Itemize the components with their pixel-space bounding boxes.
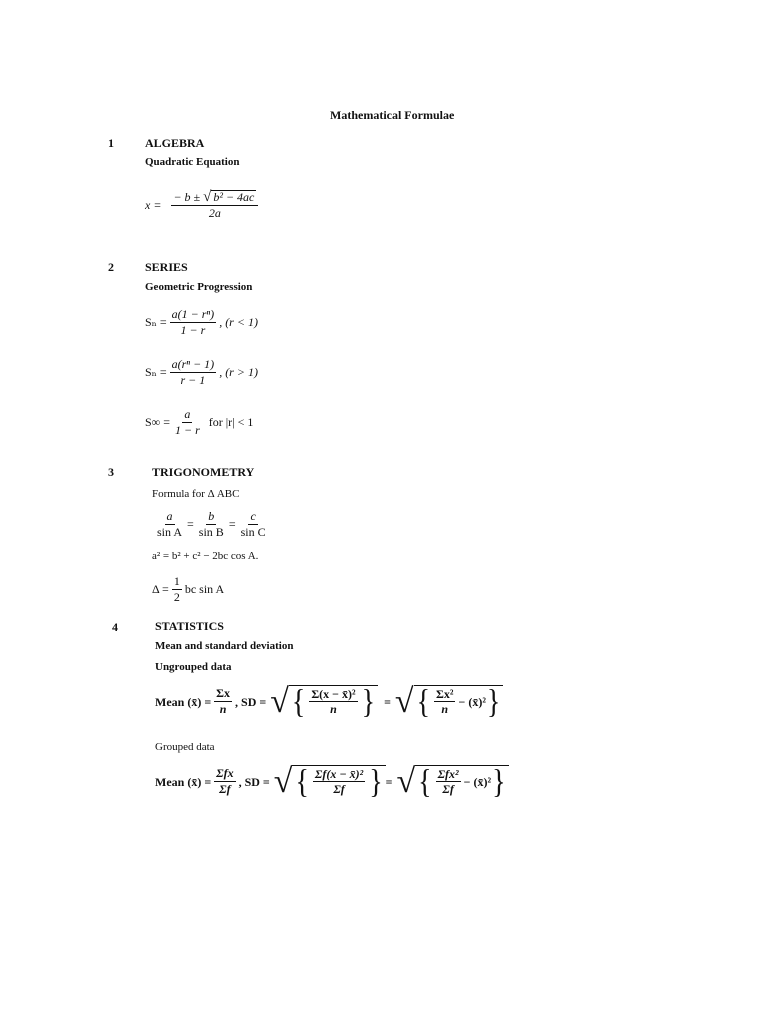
square-root — [397, 765, 509, 799]
condition: for |r| < 1 — [208, 415, 254, 430]
formula-lhs: x = — [145, 198, 162, 212]
section-subtitle: Formula for Δ ABC — [152, 488, 240, 500]
numerator-text: − b ± — [173, 190, 201, 204]
formula-lhs: Mean (x̄) = — [155, 694, 212, 709]
ungrouped-data-label: Ungrouped data — [155, 661, 232, 673]
numerator: Σx — [216, 686, 231, 701]
equals-sign: = — [228, 517, 236, 532]
left-brace: { — [295, 763, 309, 801]
radical-icon: √ — [394, 683, 414, 720]
quadratic-formula — [145, 190, 261, 221]
formula-rhs: bc sin A — [184, 582, 225, 597]
section-number: 1 — [108, 136, 114, 150]
fraction — [434, 688, 455, 718]
numerator: Σx² — [436, 686, 454, 701]
section-title: TRIGONOMETRY — [152, 465, 255, 479]
fraction — [309, 688, 357, 718]
condition: , (r > 1) — [219, 365, 258, 380]
denominator: n — [219, 701, 227, 716]
equals-sign: = — [385, 774, 393, 789]
formula-tail: − (x̄)² — [463, 775, 492, 789]
fraction — [436, 768, 461, 798]
fraction — [197, 510, 226, 540]
fraction — [239, 510, 268, 540]
numerator: Σfx — [216, 766, 234, 781]
gp-sum-formula-r-less-1 — [145, 308, 258, 338]
square-root — [395, 685, 503, 719]
denominator: sin B — [198, 524, 224, 539]
square-root — [203, 190, 256, 205]
section-subtitle: Geometric Progression — [145, 281, 253, 293]
numerator: Σfx² — [437, 766, 459, 781]
section-subtitle: Quadratic Equation — [145, 156, 240, 168]
section-number: 4 — [112, 620, 118, 634]
denominator: 1 − r — [175, 422, 200, 437]
denominator: r − 1 — [180, 372, 206, 387]
sine-rule-formula — [152, 510, 271, 540]
formula-lhs: S∞ = — [145, 415, 170, 430]
radicand — [415, 765, 508, 799]
numerator — [171, 190, 258, 206]
sd-label: , SD = — [235, 694, 267, 709]
denominator: Σf — [333, 782, 345, 797]
radical-icon: √ — [203, 189, 212, 205]
denominator: Σf — [219, 781, 231, 796]
radicand: b² − 4ac — [213, 190, 255, 205]
left-brace: { — [291, 683, 306, 721]
right-brace: } — [486, 683, 501, 721]
square-root — [274, 765, 386, 799]
radical-icon: √ — [396, 763, 416, 800]
page-title: Mathematical Formulae — [330, 108, 455, 122]
left-brace: { — [416, 683, 431, 721]
ungrouped-mean-sd-formula — [155, 685, 503, 719]
triangle-area-formula — [152, 575, 224, 605]
section-title: STATISTICS — [155, 619, 224, 633]
numerator: a(1 − rⁿ) — [171, 307, 215, 321]
denominator: sin A — [157, 524, 183, 539]
numerator: Σ(x − x̄)² — [311, 686, 356, 701]
denominator: n — [441, 702, 449, 717]
fraction — [171, 190, 258, 221]
numerator: a — [166, 509, 173, 523]
radicand — [289, 685, 378, 719]
denominator: Σf — [442, 782, 454, 797]
formula-tail: − (x̄)² — [458, 695, 486, 709]
condition: , (r < 1) — [219, 315, 258, 330]
denominator: 2 — [173, 589, 180, 604]
numerator: Σf(x − x̄)² — [314, 766, 364, 781]
fraction — [173, 408, 202, 438]
fraction — [170, 308, 217, 338]
fraction — [214, 687, 232, 717]
formula-lhs: Mean (x̄) = — [155, 774, 212, 789]
fraction — [313, 768, 365, 798]
radical-icon: √ — [270, 683, 289, 720]
radicand — [414, 685, 504, 719]
fraction — [172, 575, 182, 605]
section-title: ALGEBRA — [145, 136, 205, 150]
right-brace: } — [369, 763, 383, 801]
radicand — [292, 765, 385, 799]
sd-label: , SD = — [238, 774, 270, 789]
fraction — [214, 767, 235, 797]
grouped-data-label: Grouped data — [155, 741, 215, 753]
section-number: 2 — [108, 260, 114, 274]
section-subtitle: Mean and standard deviation — [155, 640, 294, 652]
numerator: a(rⁿ − 1) — [171, 357, 215, 371]
fraction — [155, 510, 184, 540]
gp-sum-formula-r-greater-1 — [145, 358, 258, 388]
grouped-mean-sd-formula — [155, 765, 509, 799]
denominator: 1 − r — [180, 322, 206, 337]
equals-sign: = — [384, 694, 391, 709]
formula-lhs: Δ = — [152, 582, 169, 597]
section-number: 3 — [108, 465, 114, 479]
equals-sign: = — [187, 517, 194, 532]
formula-lhs: Sₙ = — [145, 365, 167, 380]
numerator: b — [208, 509, 215, 523]
right-brace: } — [361, 683, 376, 721]
cosine-rule-formula — [152, 550, 258, 562]
denominator: 2a — [208, 206, 221, 220]
gp-sum-to-infinity-formula — [145, 408, 253, 438]
numerator: a — [184, 407, 191, 421]
formula-lhs: Sₙ = — [145, 315, 167, 330]
denominator: n — [330, 702, 337, 717]
left-brace: { — [418, 763, 432, 801]
formula-text: a² = b² + c² − 2bc cos A. — [152, 550, 259, 562]
denominator: sin C — [240, 524, 266, 539]
numerator: c — [250, 509, 256, 523]
section-title: SERIES — [145, 260, 188, 274]
square-root — [270, 685, 378, 719]
numerator: 1 — [173, 574, 180, 588]
radical-icon: √ — [273, 763, 293, 800]
fraction — [170, 358, 217, 388]
right-brace: } — [492, 763, 506, 801]
